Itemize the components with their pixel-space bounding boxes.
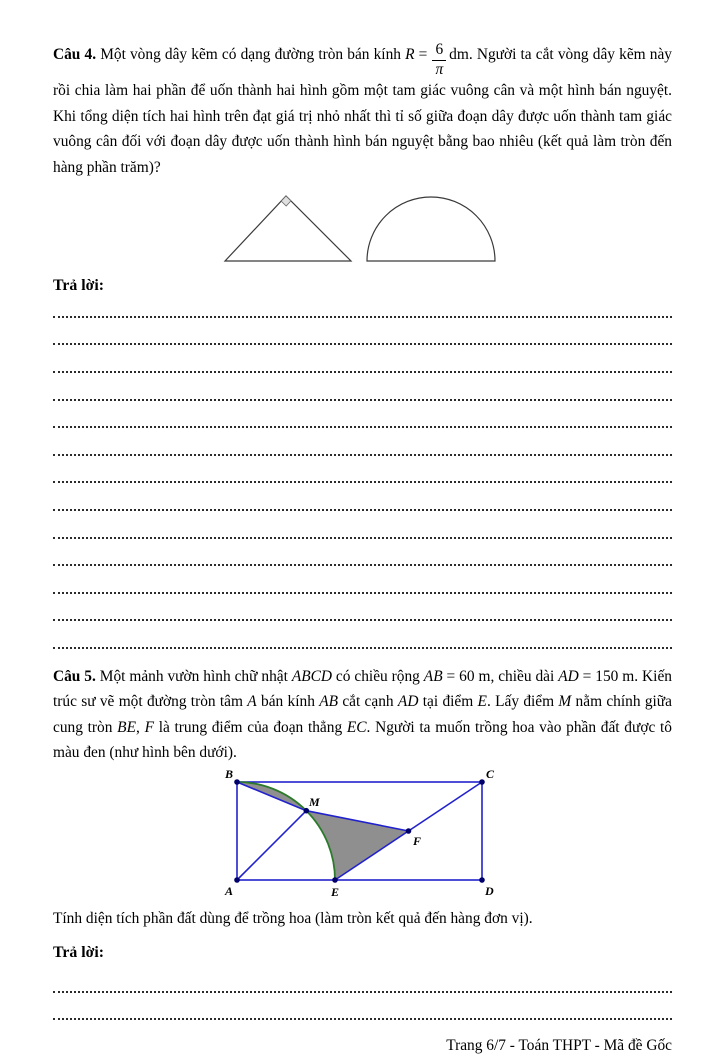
math-BE: BE — [117, 718, 136, 736]
question4-paragraph — [53, 42, 672, 180]
label-A: A — [224, 883, 233, 898]
point-F — [405, 828, 411, 834]
label-E: E — [330, 884, 339, 899]
page-footer: Trang 6/7 - Toán THPT - Mã đề Gốc — [446, 1037, 672, 1055]
point-A — [234, 877, 240, 883]
point-D — [479, 877, 485, 883]
math-EC: EC — [346, 718, 367, 736]
question5-text: là trung điểm của đoạn thẳng — [153, 718, 347, 736]
semicircle — [367, 197, 495, 261]
question5-label: Câu 5. — [53, 667, 96, 685]
point-C — [479, 779, 485, 785]
question5-paragraph — [53, 664, 672, 766]
question5-text: bán kính — [256, 693, 320, 711]
label-C: C — [485, 767, 494, 781]
dotted-answer-line — [53, 456, 672, 484]
math-ABCD: ABCD — [291, 667, 332, 685]
question5-text: tại điểm — [418, 693, 478, 711]
right-angle-mark — [281, 196, 291, 206]
question5-figure-wrap — [53, 768, 672, 902]
question4-answer-area — [53, 290, 672, 649]
dotted-answer-line — [53, 511, 672, 539]
dotted-answer-line — [53, 318, 672, 346]
dotted-answer-line — [53, 290, 672, 318]
question5-task: Tính diện tích phần đất dùng để trồng hoa (làm tròn kết quả đến hàng đơn vị). — [53, 909, 533, 927]
question4-intro: Một vòng dây kẽm có dạng đường tròn bán kính — [96, 46, 406, 63]
fraction-denominator: π — [435, 60, 444, 78]
math-AB: AB — [319, 693, 339, 711]
dotted-answer-line — [53, 993, 672, 1021]
garden-figure — [223, 768, 503, 902]
question5-text: nằm chính giữa cung tròn — [53, 693, 672, 736]
question5-text: , — [135, 718, 145, 736]
question4-body: Người ta cắt vòng dây kẽm này rồi chia làm hai phần để uốn thành hai hình gồm một tam giác vuông cân và một hình bán nguyệt. Khi tổng diện tích hai hình trên đạt giá trị nhỏ nhất thì tỉ số giữa đoạn dây được uốn thành tam giác vuông cân đối với đoạn dây được uốn thành hình bán nguyệt bằng bao nhiêu (kết quả làm tròn đến hàng phần trăm)? — [53, 46, 672, 176]
math-unit: dm. — [449, 46, 473, 63]
label-D: D — [484, 883, 494, 898]
label-F: F — [412, 833, 421, 848]
math-M: M — [558, 693, 572, 711]
math-equals: = — [414, 46, 432, 63]
question5-text: Kiến trúc sư vẽ một đường tròn tâm — [53, 667, 672, 711]
dotted-answer-line — [53, 621, 672, 649]
dotted-answer-line — [53, 345, 672, 373]
question5-text: = 60 m, — [442, 667, 495, 685]
math-AB: AB — [423, 667, 443, 685]
question5-answer-label: Trả lời: — [53, 943, 105, 961]
question5-text: có chiều rộng — [332, 667, 424, 685]
point-B — [234, 779, 240, 785]
question5-text: . Lấy điểm — [486, 693, 559, 711]
dotted-answer-line — [53, 539, 672, 567]
label-M: M — [308, 794, 320, 809]
question5-text: cắt cạnh — [338, 693, 398, 711]
question4-answer-label: Trả lời: — [53, 277, 105, 295]
dotted-answer-line — [53, 373, 672, 401]
math-AD: AD — [558, 667, 579, 685]
segment-AM — [237, 811, 306, 880]
point-E — [332, 877, 338, 883]
math-var-R: R — [405, 46, 415, 63]
question5-text: . Người ta muốn trồng hoa vào phần đất được tô màu đen (như hình bên dưới). — [53, 718, 672, 762]
dotted-answer-line — [53, 965, 672, 993]
segment-BM — [237, 782, 306, 811]
math-F: F — [144, 718, 154, 736]
dotted-answer-line — [53, 566, 672, 594]
math-AD: AD — [397, 693, 419, 711]
question5-text: chiều dài — [494, 667, 559, 685]
fraction-numerator: 6 — [432, 42, 446, 61]
question5-text: = 150 m. — [578, 667, 639, 685]
dotted-answer-line — [53, 594, 672, 622]
right-isosceles-triangle — [225, 196, 351, 261]
question4-figures — [53, 186, 672, 264]
math-A: A — [247, 693, 257, 711]
label-B: B — [224, 767, 233, 781]
triangle-and-semicircle-figure — [218, 186, 508, 264]
dotted-answer-line — [53, 483, 672, 511]
radius-fraction — [432, 42, 446, 78]
question4-label: Câu 4. — [53, 46, 97, 63]
dotted-answer-line — [53, 401, 672, 429]
math-E: E — [477, 693, 487, 711]
dotted-answer-line — [53, 428, 672, 456]
question5-answer-area — [53, 965, 672, 1020]
question5-text: Một mảnh vườn hình chữ nhật — [95, 667, 292, 685]
